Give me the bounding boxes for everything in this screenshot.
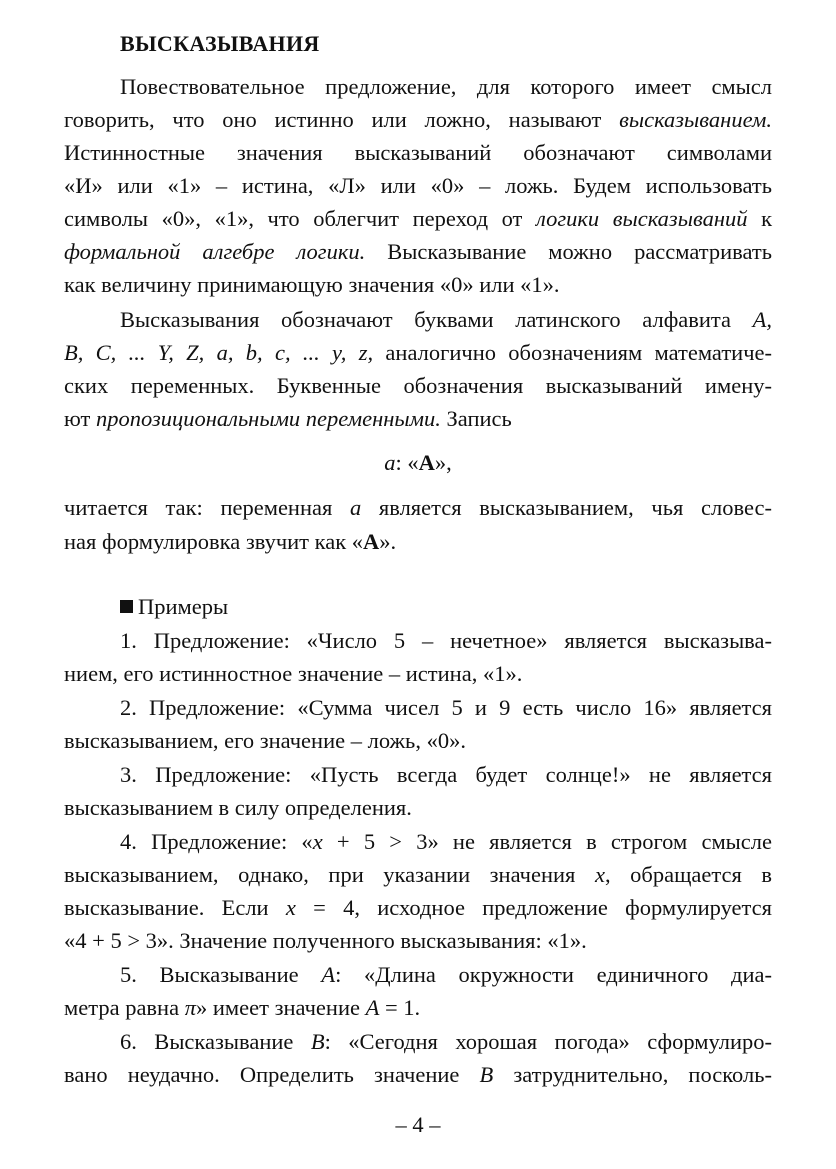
text-line: Высказывания обозначают буквами латинского алфавита A, xyxy=(120,307,772,332)
text-line: Истинностные значения высказываний обозначают символами xyxy=(64,140,772,165)
examples-title: Примеры xyxy=(120,592,772,622)
text-line: 3. Предложение: «Пусть всегда будет солнце!» не является xyxy=(120,762,772,787)
text-line: 1. Предложение: «Число 5 – нечетное» является высказыва- xyxy=(120,628,772,653)
text-line: высказыванием в силу определения. xyxy=(64,795,412,820)
text-line: метра равна π» имеет значение A = 1. xyxy=(64,995,421,1020)
text-line: B, C, ... Y, Z, a, b, c, ... y, z, аналогично обозначениям математиче- xyxy=(64,340,773,365)
square-bullet-icon xyxy=(120,600,133,613)
text-line: «И» или «1» – истина, «Л» или «0» – ложь. Будем использовать xyxy=(64,173,772,198)
page-number: – 4 – xyxy=(395,1112,441,1137)
text-line: «4 + 5 > 3». Значение полученного высказывания: «1». xyxy=(64,928,587,953)
text-line: высказывание. Если x = 4, исходное предложение формулируется xyxy=(64,895,772,920)
text-line: 5. Высказывание A: «Длина окружности единичного диа- xyxy=(120,962,773,987)
text-line: символы «0», «1», что облегчит переход от логики высказываний к xyxy=(64,206,773,231)
formula: a: «A», xyxy=(384,450,452,475)
text-line: читается так: переменная a является высказыванием, чья словес- xyxy=(64,495,772,520)
text-line: ют пропозициональными переменными. Запись xyxy=(64,406,512,431)
text-line: как величину принимающую значения «0» или «1». xyxy=(64,272,560,297)
text-line: ских переменных. Буквенные обозначения высказываний имену- xyxy=(64,373,772,398)
section-heading: ВЫСКАЗЫВАНИЯ xyxy=(120,31,320,56)
text-line: формальной алгебре логики. Высказывание можно рассматривать xyxy=(64,239,772,264)
text-line: говорить, что оно истинно или ложно, называют высказыванием. xyxy=(64,107,772,132)
text-line: высказыванием, однако, при указании значения x, обращается в xyxy=(64,862,772,887)
text-line: Повествовательное предложение, для которого имеет смысл xyxy=(120,74,772,99)
text-line: ная формулировка звучит как «A». xyxy=(64,529,397,554)
text-line: нием, его истинностное значение – истина, «1». xyxy=(64,661,523,686)
text-line: 2. Предложение: «Сумма чисел 5 и 9 есть число 16» является xyxy=(120,695,772,720)
text-line: вано неудачно. Определить значение B затруднительно, посколь- xyxy=(64,1062,772,1087)
text-line: высказыванием, его значение – ложь, «0». xyxy=(64,728,466,753)
text-line: 6. Высказывание B: «Сегодня хорошая погода» сформулиро- xyxy=(120,1029,772,1054)
text-line: 4. Предложение: «x + 5 > 3» не является в строгом смысле xyxy=(120,829,772,854)
